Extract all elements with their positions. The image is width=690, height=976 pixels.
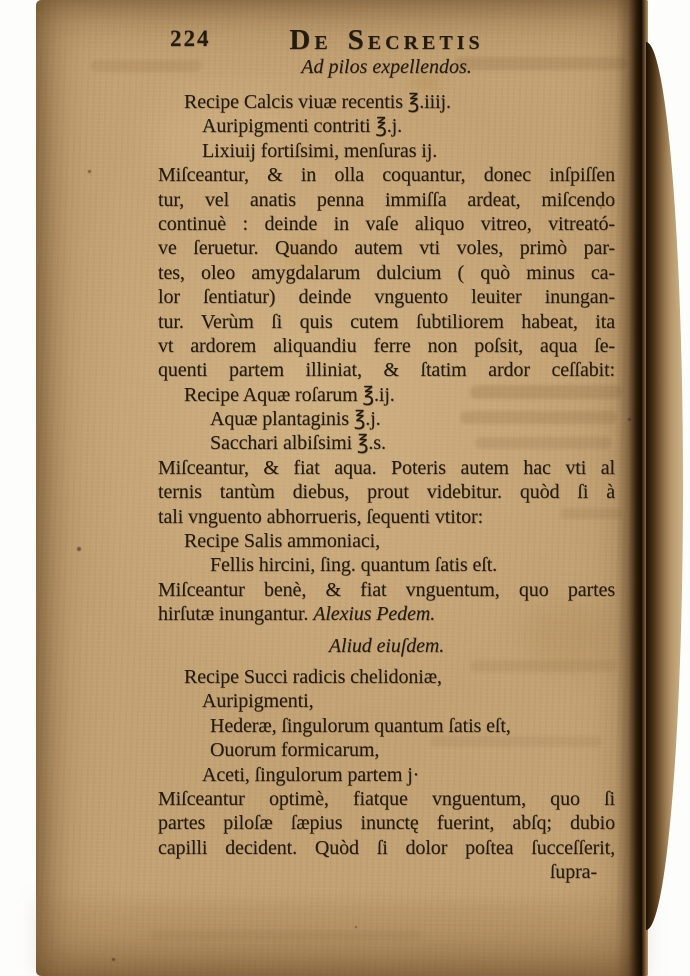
ink-speck: [112, 958, 115, 961]
body-text: hirſutæ inungantur.: [158, 603, 314, 626]
body-line: capilli decident. Quòd ſi dolor poſtea ſucceſſerit,: [158, 836, 615, 859]
page-number: 224: [170, 26, 211, 51]
body-line: Miſceantur benè, & fiat vnguentum, quo partes: [158, 578, 615, 601]
recipe-line: Fellis hircini, ſing. quantum ſatis eſt.: [210, 554, 498, 577]
recipe-line: Hederæ, ſingulorum quantum ſatis eſt,: [210, 714, 511, 737]
recipe-line: Recipe Salis ammoniaci,: [184, 530, 380, 553]
book-title-word: De: [289, 24, 332, 56]
page-gutter-shadow: [616, 0, 648, 976]
recipe-line: Recipe Calcis viuæ recentis ℥.iiij.: [184, 91, 451, 113]
section-gap: [158, 658, 615, 665]
recipe-line: Ouorum formicarum,: [210, 739, 380, 762]
body-line: tali vnguento abhorrueris, ſequenti vtitor:: [158, 505, 484, 528]
text-block: [158, 90, 615, 885]
recipe-line: Auripigmenti,: [202, 690, 314, 713]
catchword: ſupra-: [549, 861, 597, 884]
recipe-line: Recipe Aquæ roſarum ℥.ij.: [184, 383, 395, 406]
recipe-line: Lixiuij fortiſsimi, menſuras ij.: [202, 139, 438, 162]
body-line: vt ardorem aliquandiu ferre non poſsit, aqua ſe-: [158, 334, 615, 357]
body-line: continuè : deinde in vaſe aliquo vitreo, vitreató-: [158, 212, 615, 235]
body-line: lor ſentiatur) deinde vnguento leuiter inungan-: [158, 286, 615, 309]
body-line: tur, vel anatis penna immiſſa ardeat, miſcendo: [158, 188, 615, 211]
ink-speck: [88, 170, 91, 173]
ink-speck: [77, 547, 81, 551]
section-heading: Aliud eiuſdem.: [328, 634, 445, 657]
recipe-line: Aquæ plantaginis ℥.j.: [210, 408, 381, 431]
body-line: Miſceantur optimè, fiatque vnguentum, quo ſi: [158, 787, 615, 810]
ink-speck: [355, 926, 357, 928]
section-gap: [158, 627, 615, 634]
body-line: tes, oleo amygdalarum dulcium ( quò minus ca-: [158, 261, 615, 284]
recipe-line: Sacchari albiſsimi ℥.s.: [210, 432, 386, 455]
recipe-line: Auripigmenti contriti ℥.j.: [202, 115, 403, 138]
book-title: [158, 24, 615, 57]
attribution: Alexius Pedem.: [313, 603, 436, 626]
page-edge: [646, 42, 683, 930]
body-line: ve ſeruetur. Quando autem vti voles, primò par-: [158, 237, 615, 260]
running-header: [158, 24, 615, 54]
book-title-word: Secretis: [347, 24, 484, 56]
recipe-line: Recipe Succi radicis chelidoniæ,: [184, 665, 442, 688]
attribution-line: [158, 602, 615, 626]
body-line: Miſceantur, & in olla coquantur, donec inſpiſſen: [158, 164, 615, 187]
paper: [36, 0, 648, 976]
section-heading: Ad pilos expellendos.: [301, 56, 472, 78]
paper-stain: [36, 900, 648, 976]
body-line: quenti partem illiniat, & ſtatim ardor ceſſabit:: [158, 359, 615, 382]
body-line: Miſceantur, & fiat aqua. Poteris autem hac vti al: [158, 456, 615, 479]
ink-speck: [628, 418, 631, 421]
body-line: ternis tantùm diebus, prout videbitur. quòd ſi à: [158, 481, 615, 504]
recipe-line: Aceti, ſingulorum partem j·: [202, 763, 420, 786]
body-line: partes piloſæ ſæpius inunctę fuerint, abſq; dubio: [158, 812, 615, 835]
body-line: tur. Verùm ſi quis cutem ſubtiliorem habeat, ita: [158, 310, 615, 333]
bleedthrough-mark: [150, 930, 422, 940]
